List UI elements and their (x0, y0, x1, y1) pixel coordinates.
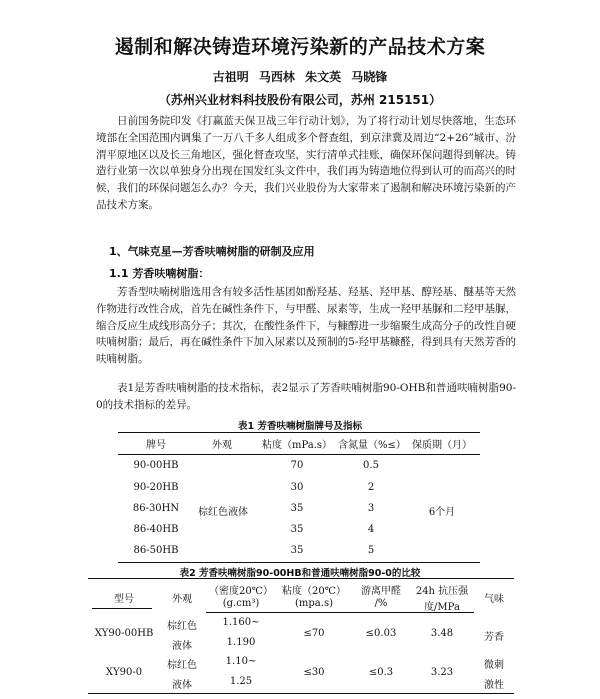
table1-grade: 86-40HB (133, 524, 179, 535)
table2-appearance: 液体 (172, 641, 192, 652)
table1-grade: 90-20HB (133, 482, 179, 493)
table1-viscosity: 35 (290, 503, 304, 514)
table2-header-rule (206, 612, 474, 613)
table2-viscosity: ≤70 (303, 628, 325, 639)
table2-odor: 芳香 (484, 632, 504, 643)
table2-header-model: 型号 (114, 594, 134, 605)
table2-header-viscosity-unit: (mpa.s) (295, 598, 333, 609)
table1-appearance: 棕红色液体 (198, 507, 248, 518)
table1-viscosity: 70 (290, 460, 304, 471)
table1-nitrogen: 2 (367, 482, 375, 493)
table2-viscosity: ≤30 (303, 667, 325, 678)
table2-density: 1.25 (229, 676, 253, 687)
table2-header-density-unit: (g.cm³) (222, 598, 260, 609)
table2-strength: 3.48 (430, 628, 454, 639)
table2-header-aldehyde: 游离甲醛 (361, 586, 401, 597)
table2-odor: 激性 (484, 680, 504, 691)
table2-model: XY90-0 (105, 667, 143, 678)
affiliation: （苏州兴业材料科技股份有限公司，苏州 215151） (158, 93, 442, 107)
section-heading-1: 1、气味克星—芳香呋喃树脂的研制及应用 (109, 245, 315, 258)
tables-intro-paragraph: 表1是芳香呋喃树脂的技术指标，表2显示了芳香呋喃树脂90-OHB和普通呋喃树脂90-0的技术指标的差异。 (96, 382, 516, 411)
table2-caption: 表2 芳香呋喃树脂90-00HB和普通呋喃树脂90-0的比较 (179, 568, 421, 579)
table1-viscosity: 30 (290, 482, 304, 493)
table1-viscosity: 35 (290, 545, 304, 556)
table1-viscosity: 35 (290, 524, 304, 535)
table1-grade: 90-00HB (133, 460, 179, 471)
table1-header-grade: 牌号 (146, 440, 166, 451)
table2-appearance: 棕红色 (167, 621, 197, 632)
table1-header-viscosity: 粘度（mPa.s） (261, 440, 333, 451)
table2-header-density: （密度20℃） (209, 586, 273, 597)
table2-top-rule (88, 578, 514, 579)
intro-paragraph: 日前国务院印发《打赢蓝天保卫战三年行动计划》，为了将行动计划尽快落地，生态环境部在全国范围内调集了一万八千多人组成多个督查组，到京津冀及周边“2+26”城市、汾渭平原地区以及长三角地区，强化督查攻坚，实行清单式挂账，确保环保问题得到解决。铸造行业第一次以单独身分出现在国发红头文件中，我们再为铸造地位得到认可的而高兴的时候，我们的环保问题怎么办？今天，我们兴业股份为大家带来了遏制和解决环境污染新的产品技术方案。 (96, 115, 516, 211)
table1-nitrogen: 5 (367, 545, 375, 556)
table2-aldehyde: ≤0.3 (368, 667, 394, 678)
table1-nitrogen: 0.5 (363, 460, 379, 471)
table1-header-rule (118, 454, 480, 455)
table2-header-odor: 气味 (484, 594, 504, 605)
table2-header-strength: 24h 抗压强 (415, 586, 469, 597)
table2-aldehyde: ≤0.03 (365, 628, 397, 639)
table1-header-shelf-life: 保质期（月） (412, 440, 472, 451)
table1-caption: 表1 芳香呋喃树脂牌号及指标 (238, 421, 362, 432)
table1-shelf-life: 6个月 (428, 507, 456, 518)
table2-density: 1.10~ (225, 656, 257, 667)
table1-nitrogen: 4 (367, 524, 375, 535)
table2-bottom-rule (88, 693, 514, 694)
table2-appearance: 液体 (172, 680, 192, 691)
table2-density: 1.160~ (222, 617, 260, 628)
table2-appearance: 棕红色 (167, 660, 197, 671)
table1-header-nitrogen: 含氮量（%≤） (338, 440, 406, 451)
subsection-heading-1-1: 1.1 芳香呋喃树脂： (109, 267, 210, 280)
table1-nitrogen: 3 (367, 503, 375, 514)
table2-model: XY90-00HB (94, 628, 154, 639)
author-list: 古祖明 马西林 朱文英 马晓锋 (212, 70, 388, 84)
table1-grade: 86-50HB (133, 545, 179, 556)
table2-header-appearance: 外观 (172, 594, 192, 605)
table1-header-appearance: 外观 (212, 440, 232, 451)
table2-header-aldehyde-unit: /% (374, 598, 388, 609)
table2-header-viscosity: 粘度（20℃） (282, 586, 346, 597)
table1-bottom-rule (118, 562, 480, 563)
table2-header-strength-unit: 度/MPa (424, 602, 460, 613)
table2-odor: 微刺 (484, 660, 504, 671)
table1-grade: 86-30HN (132, 503, 180, 514)
table2-model-underline (92, 608, 152, 609)
table1-top-rule (118, 432, 480, 433)
table2-density: 1.190 (226, 637, 256, 648)
paper-title: 遏制和解决铸造环境污染新的产品技术方案 (114, 36, 486, 58)
table2-strength: 3.23 (430, 667, 454, 678)
resin-paragraph: 芳香型呋喃树脂选用含有较多活性基团如酚羟基、羟基、羟甲基、醇羟基、醚基等天然作物进行改性合成，首先在碱性条件下，与甲醛、尿素等，生成一羟甲基脲和二羟甲基脲，缩合反应生成线形高分子；其次，在酸性条件下，与糠醇进一步缩聚生成高分子的改性自硬呋喃树脂；最后，再在碱性条件下加入尿素以及预制的5-羟甲基糠醛，得到具有天然芳香的呋喃树脂。 (96, 286, 516, 366)
